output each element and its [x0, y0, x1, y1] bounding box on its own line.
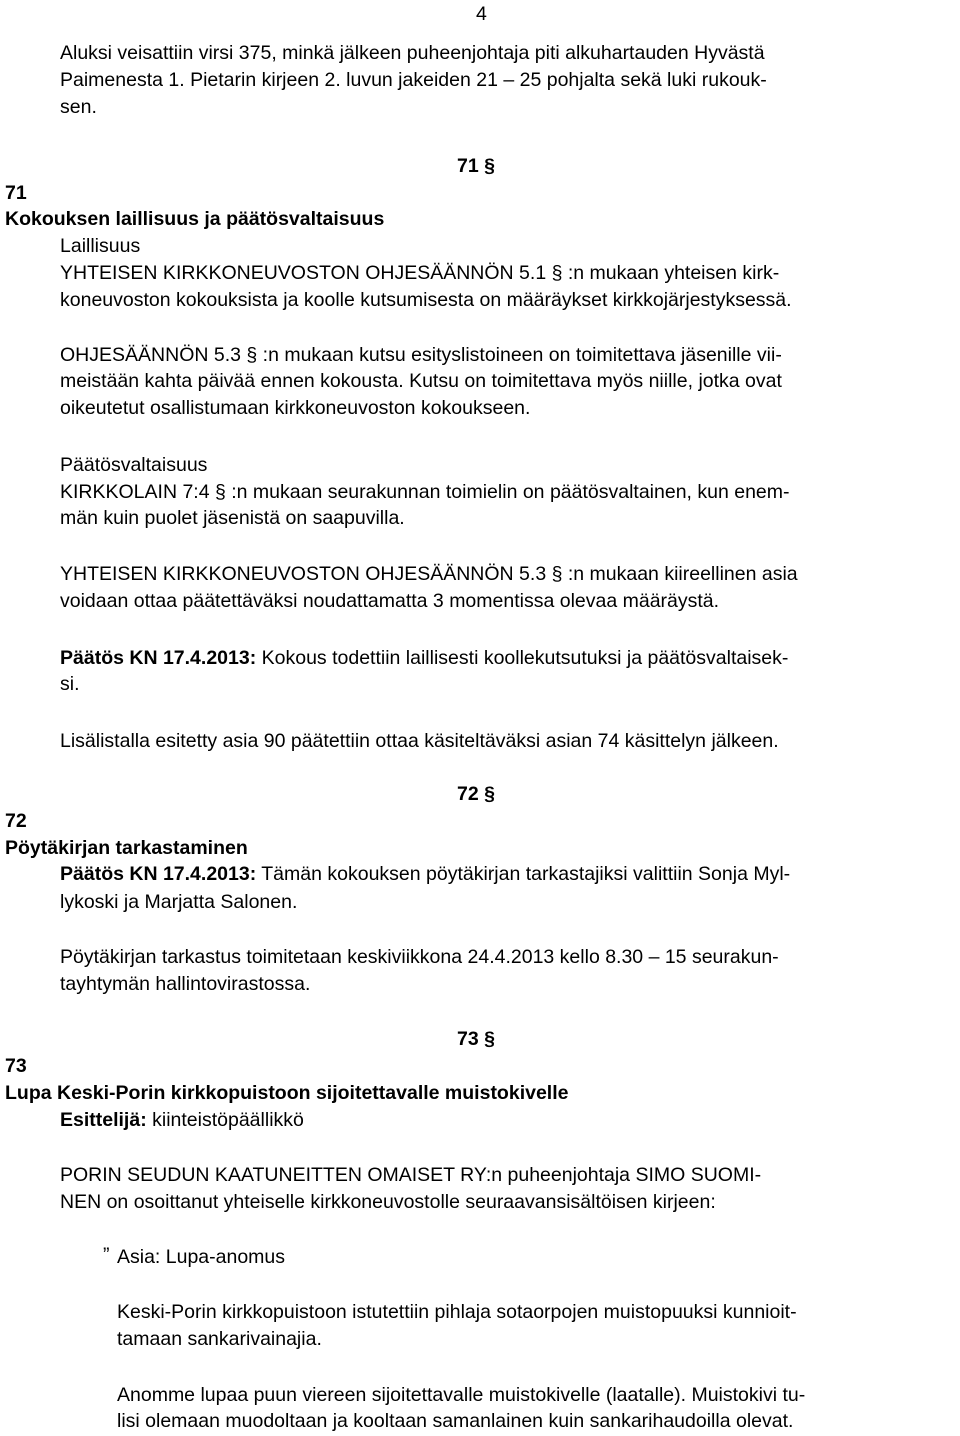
page-number: 4: [476, 3, 487, 25]
section-mark: 71 §: [457, 155, 495, 177]
text-line: NEN on osoittanut yhteiselle kirkkoneuvostolle seuraavansisältöisen kirjeen:: [60, 1191, 716, 1213]
subheading-paatosvaltaisuus: Päätösvaltaisuus: [60, 454, 208, 476]
text-line: PORIN SEUDUN KAATUNEITTEN OMAISET RY:n puheenjohtaja SIMO SUOMI-: [60, 1164, 762, 1186]
section-number: 72: [5, 810, 27, 832]
text-line: oikeutetut osallistumaan kirkkoneuvoston kokoukseen.: [60, 397, 531, 419]
text-line: lisi olemaan muodoltaan ja kooltaan samanlainen kuin sankarihaudoilla olevat.: [117, 1410, 794, 1432]
text-line: meistään kahta päivää ennen kokousta. Kutsu on toimitettava myös niille, jotka ovat: [60, 370, 782, 392]
decision-line: [60, 646, 788, 670]
text-line: Keski-Porin kirkkopuistoon istutettiin pihlaja sotaorpojen muistopuuksi kunnioit-: [117, 1301, 797, 1323]
section-title: Kokouksen laillisuus ja päätösvaltaisuus: [5, 208, 385, 230]
presenter-text: kiinteistöpäällikkö: [146, 1109, 304, 1131]
section-number: 71: [5, 182, 27, 204]
text-line: OHJESÄÄNNÖN 5.3 § :n mukaan kutsu esityslistoineen on toimitettava jäsenille vii-: [60, 344, 782, 366]
presenter-label: Esittelijä:: [60, 1109, 147, 1131]
text-line: sen.: [60, 96, 97, 118]
decision-label: Päätös KN 17.4.2013:: [60, 647, 257, 669]
quote-subject: Asia: Lupa-anomus: [117, 1246, 286, 1268]
text-line: tayhtymän hallintovirastossa.: [60, 973, 311, 995]
text-line: Pöytäkirjan tarkastus toimitetaan keskiviikkona 24.4.2013 kello 8.30 – 15 seurakun-: [60, 946, 779, 968]
decision-line: [60, 862, 790, 886]
text-line: män kuin puolet jäsenistä on saapuvilla.: [60, 507, 405, 529]
presenter-line: [60, 1108, 304, 1132]
text-line: Anomme lupaa puun viereen sijoitettavalle muistokivelle (laatalle). Muistokivi tu-: [117, 1384, 806, 1406]
text-line: tamaan sankarivainajia.: [117, 1328, 322, 1350]
decision-label: Päätös KN 17.4.2013:: [60, 863, 257, 885]
text-line: YHTEISEN KIRKKONEUVOSTON OHJESÄÄNNÖN 5.3 § :n mukaan kiireellinen asia: [60, 563, 798, 585]
text-line: YHTEISEN KIRKKONEUVOSTON OHJESÄÄNNÖN 5.1 § :n mukaan yhteisen kirk-: [60, 262, 780, 284]
subheading-laillisuus: Laillisuus: [60, 235, 141, 257]
text-line: lykoski ja Marjatta Salonen.: [60, 891, 298, 913]
section-mark: 72 §: [457, 783, 495, 805]
section-number: 73: [5, 1055, 27, 1077]
text-line: Paimenesta 1. Pietarin kirjeen 2. luvun jakeiden 21 – 25 pohjalta sekä luki rukouk-: [60, 69, 767, 91]
text-line: koneuvoston kokouksista ja koolle kutsumisesta on määräykset kirkkojärjestyksessä.: [60, 289, 792, 311]
section-mark: 73 §: [457, 1028, 495, 1050]
section-title: Lupa Keski-Porin kirkkopuistoon sijoitettavalle muistokivelle: [5, 1082, 569, 1104]
text-line: Lisälistalla esitetty asia 90 päätettiin ottaa käsiteltäväksi asian 74 käsittelyn jälkeen.: [60, 730, 779, 752]
text-line: Aluksi veisattiin virsi 375, minkä jälkeen puheenjohtaja piti alkuhartauden Hyvästä: [60, 42, 765, 64]
decision-text: Tämän kokouksen pöytäkirjan tarkastajiksi valittiin Sonja Myl-: [256, 863, 791, 885]
text-line: KIRKKOLAIN 7:4 § :n mukaan seurakunnan toimielin on päätösvaltainen, kun enem-: [60, 481, 790, 503]
section-title: Pöytäkirjan tarkastaminen: [5, 837, 248, 859]
text-line: voidaan ottaa päätettäväksi noudattamatta 3 momentissa olevaa määräystä.: [60, 590, 720, 612]
decision-text: Kokous todettiin laillisesti koollekutsutuksi ja päätösvaltaisek-: [256, 647, 789, 669]
quote-mark: ”: [103, 1244, 110, 1266]
text-line: si.: [60, 673, 80, 695]
